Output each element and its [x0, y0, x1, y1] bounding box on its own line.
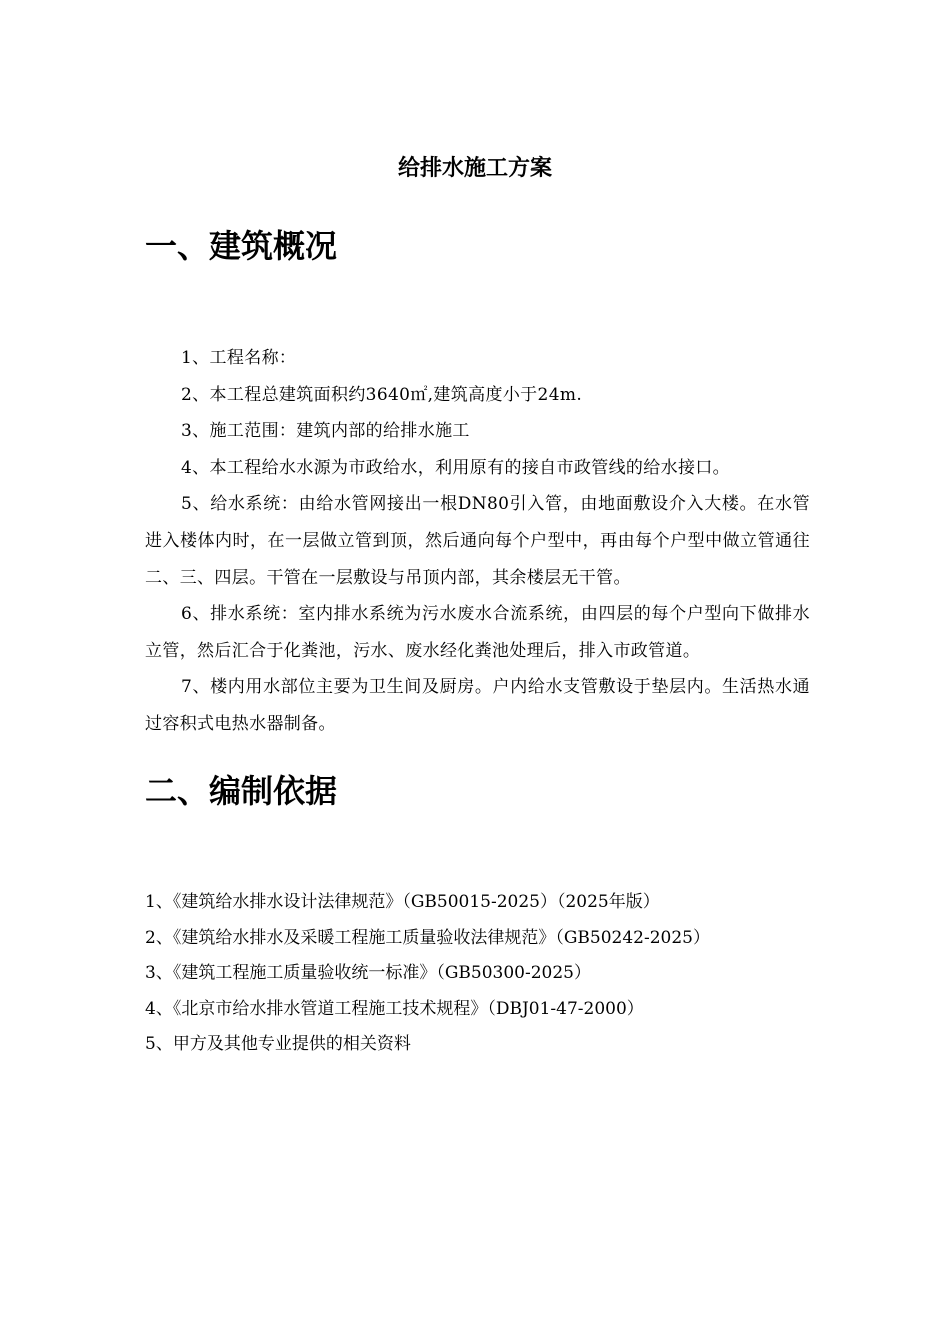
overview-item: 7、楼内用水部位主要为卫生间及厨房。户内给水支管敷设于垫层内。生活热水通过容积式电热水器制备。 [145, 677, 810, 734]
overview-item: 6、排水系统：室内排水系统为污水废水合流系统，由四层的每个户型向下做排水立管，然后汇合于化粪池，污水、废水经化粪池处理后，排入市政管道。 [145, 604, 810, 661]
overview-item: 3、施工范围：建筑内部的给排水施工 [181, 421, 470, 442]
basis-item: 2、《建筑给水排水及采暖工程施工质量验收法律规范》（GB50242-2025） [145, 927, 710, 948]
basis-item: 5、甲方及其他专业提供的相关资料 [145, 1034, 411, 1054]
basis-item: 1、《建筑给水排水设计法律规范》（GB50015-2025）（2025年版） [145, 892, 660, 912]
overview-list [145, 340, 810, 743]
basis-item: 4、《北京市给水排水管道工程施工技术规程》（DBJ01-47-2000） [145, 998, 644, 1019]
section-heading-overview: 一、建筑概况 [145, 227, 338, 265]
overview-item: 2、本工程总建筑面积约3640㎡,建筑高度小于24m. [181, 384, 583, 405]
overview-item: 5、给水系统：由给水管网接出一根DN80引入管，由地面敷设介入大楼。在水管进入楼体内时，在一层做立管到顶，然后通向每个户型中，再由每个户型中做立管通往二、三、四层。干管在一层敷设与吊顶内部，其余楼层无干管。 [145, 494, 810, 588]
document-title: 给排水施工方案 [397, 155, 552, 181]
basis-item: 3、《建筑工程施工质量验收统一标准》（GB50300-2025） [145, 963, 591, 983]
basis-list [145, 885, 845, 1063]
overview-item: 4、本工程给水水源为市政给水，利用原有的接自市政管线的给水接口。 [181, 457, 731, 478]
section-heading-basis: 二、编制依据 [145, 772, 338, 810]
overview-item: 1、工程名称： [181, 348, 297, 368]
